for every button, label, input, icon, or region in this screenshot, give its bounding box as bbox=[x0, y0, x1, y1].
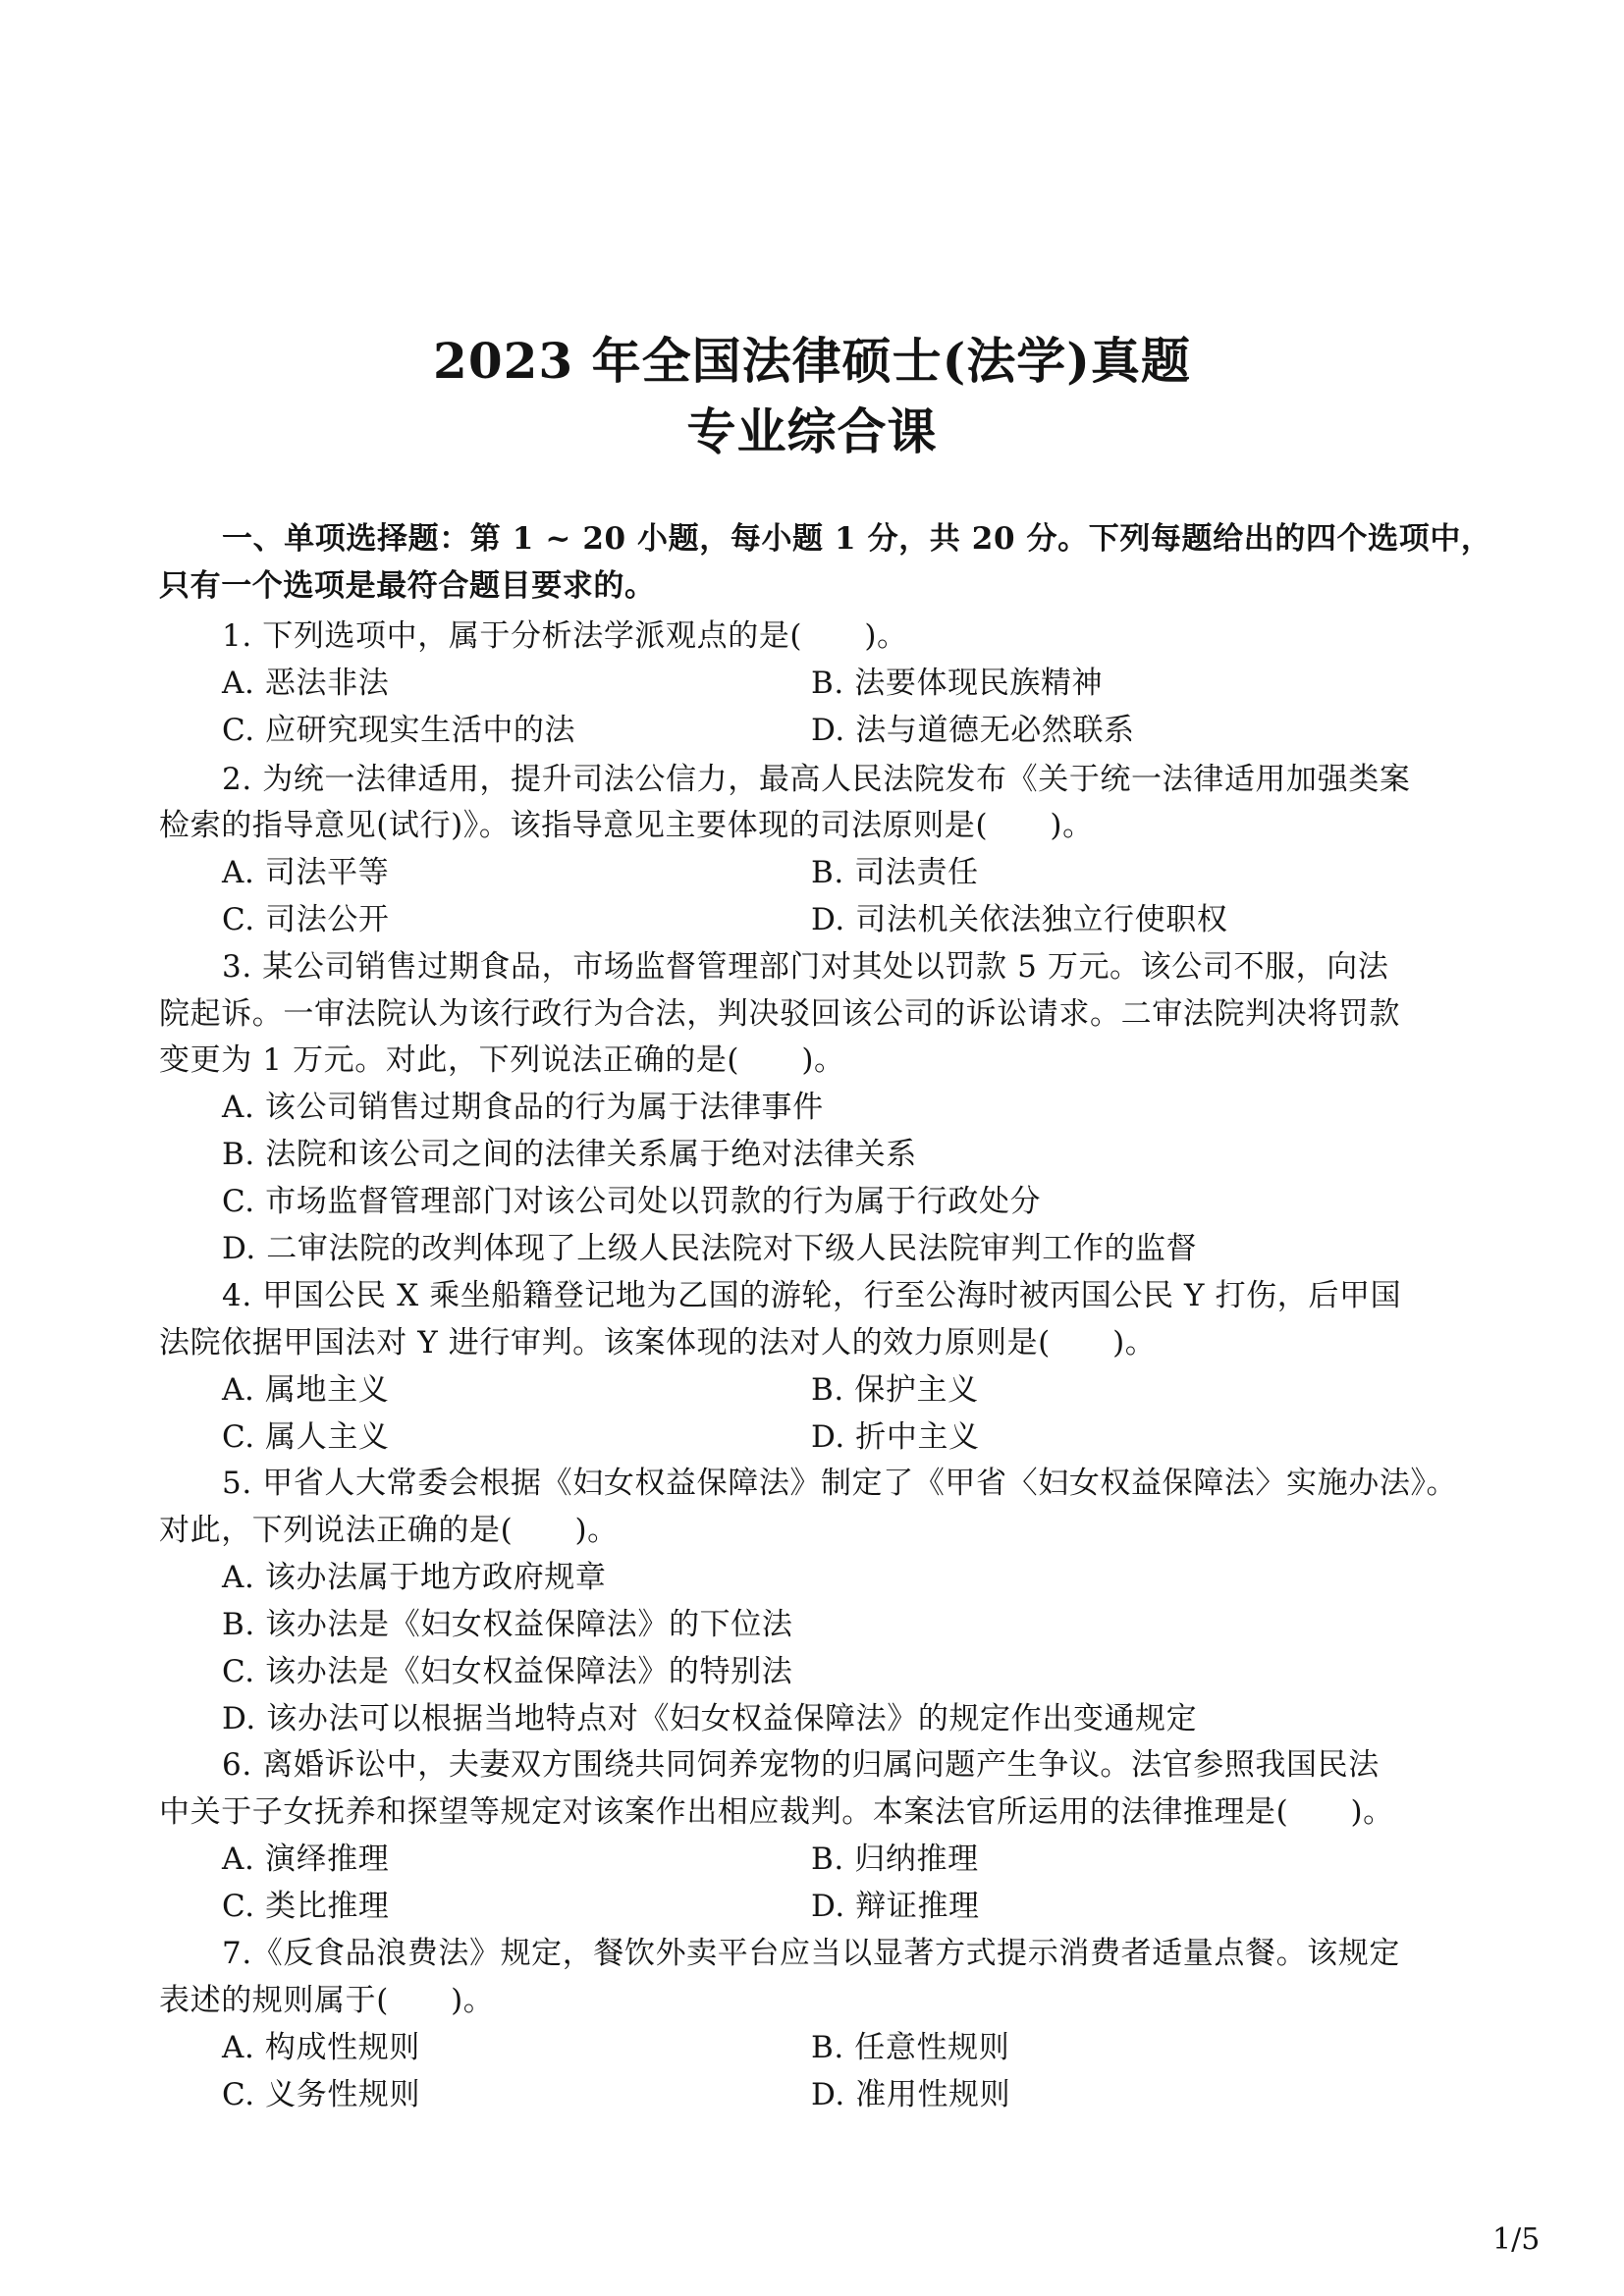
question-3-option-c: C. 市场监督管理部门对该公司处以罚款的行为属于行政处分 bbox=[222, 1184, 1042, 1219]
question-1-option-c: C. 应研究现实生活中的法 bbox=[222, 713, 576, 748]
question-2-option-b: B. 司法责任 bbox=[811, 855, 979, 890]
question-6-stem-line-2: 中关于子女抚养和探望等规定对该案作出相应裁判。本案法官所运用的法律推理是( )。 bbox=[159, 1794, 1394, 1830]
question-5-option-b: B. 该办法是《妇女权益保障法》的下位法 bbox=[222, 1607, 793, 1642]
question-1-option-d: D. 法与道德无必然联系 bbox=[811, 713, 1135, 748]
question-2-option-d: D. 司法机关依法独立行使职权 bbox=[811, 902, 1228, 937]
question-7-stem-line-2: 表述的规则属于( )。 bbox=[159, 1983, 495, 2018]
question-3-stem-line-3: 变更为 1 万元。对此，下列说法正确的是( )。 bbox=[159, 1042, 845, 1078]
section-instruction-line-1: 一、单项选择题：第 1 ~ 20 小题，每小题 1 分，共 20 分。下列每题给出的四个选项中， bbox=[222, 521, 1492, 557]
question-6-option-a: A. 演绎推理 bbox=[222, 1842, 390, 1877]
question-3-option-b: B. 法院和该公司之间的法律关系属于绝对法律关系 bbox=[222, 1137, 917, 1172]
question-4-option-d: D. 折中主义 bbox=[811, 1419, 980, 1455]
exam-title: 2023 年全国法律硕士(法学)真题 bbox=[433, 332, 1191, 390]
question-3-stem-line-2: 院起诉。一审法院认为该行政行为合法，判决驳回该公司的诉讼请求。二审法院判决将罚款 bbox=[159, 996, 1400, 1032]
question-2-option-c: C. 司法公开 bbox=[222, 902, 390, 937]
question-6-stem-line-1: 6. 离婚诉讼中，夫妻双方围绕共同饲养宠物的归属问题产生争议。法官参照我国民法 bbox=[222, 1747, 1380, 1783]
question-5-option-c: C. 该办法是《妇女权益保障法》的特别法 bbox=[222, 1654, 793, 1689]
question-4-option-a: A. 属地主义 bbox=[222, 1372, 390, 1408]
section-instruction-line-2: 只有一个选项是最符合题目要求的。 bbox=[159, 568, 656, 604]
question-7-option-b: B. 任意性规则 bbox=[811, 2030, 1010, 2065]
question-6-option-d: D. 辩证推理 bbox=[811, 1889, 980, 1924]
question-4-stem-line-2: 法院依据甲国法对 Y 进行审判。该案体现的法对人的效力原则是( )。 bbox=[159, 1325, 1157, 1361]
question-4-stem-line-1: 4. 甲国公民 X 乘坐船籍登记地为乙国的游轮，行至公海时被丙国公民 Y 打伤，后甲国 bbox=[222, 1278, 1402, 1313]
question-2-stem-line-1: 2. 为统一法律适用，提升司法公信力，最高人民法院发布《关于统一法律适用加强类案 bbox=[222, 762, 1411, 797]
question-5-stem-line-2: 对此，下列说法正确的是( )。 bbox=[159, 1513, 619, 1548]
question-7-option-c: C. 义务性规则 bbox=[222, 2077, 421, 2112]
question-3-stem-line-1: 3. 某公司销售过期食品，市场监督管理部门对其处以罚款 5 万元。该公司不服，向法 bbox=[222, 949, 1389, 985]
question-3-option-d: D. 二审法院的改判体现了上级人民法院对下级人民法院审判工作的监督 bbox=[222, 1231, 1198, 1266]
question-5-stem-line-1: 5. 甲省人大常委会根据《妇女权益保障法》制定了《甲省〈妇女权益保障法〉实施办法》。 bbox=[222, 1466, 1458, 1501]
question-7-stem-line-1: 7.《反食品浪费法》规定，餐饮外卖平台应当以显著方式提示消费者适量点餐。该规定 bbox=[222, 1936, 1400, 1971]
page-number: 1/5 bbox=[1492, 2222, 1541, 2257]
exam-subtitle: 专业综合课 bbox=[686, 402, 938, 460]
question-7-option-d: D. 准用性规则 bbox=[811, 2077, 1011, 2112]
question-4-option-b: B. 保护主义 bbox=[811, 1372, 979, 1408]
question-1-option-a: A. 恶法非法 bbox=[222, 666, 390, 701]
question-3-option-a: A. 该公司销售过期食品的行为属于法律事件 bbox=[222, 1090, 824, 1125]
question-6-option-c: C. 类比推理 bbox=[222, 1889, 390, 1924]
question-1-stem: 1. 下列选项中，属于分析法学派观点的是( )。 bbox=[222, 618, 908, 654]
question-7-option-a: A. 构成性规则 bbox=[222, 2030, 420, 2065]
question-6-option-b: B. 归纳推理 bbox=[811, 1842, 979, 1877]
question-1-option-b: B. 法要体现民族精神 bbox=[811, 666, 1104, 701]
question-2-stem-line-2: 检索的指导意见(试行)》。该指导意见主要体现的司法原则是( )。 bbox=[159, 808, 1094, 843]
question-5-option-a: A. 该办法属于地方政府规章 bbox=[222, 1560, 607, 1595]
question-2-option-a: A. 司法平等 bbox=[222, 855, 390, 890]
question-4-option-c: C. 属人主义 bbox=[222, 1419, 390, 1455]
question-5-option-d: D. 该办法可以根据当地特点对《妇女权益保障法》的规定作出变通规定 bbox=[222, 1701, 1198, 1736]
